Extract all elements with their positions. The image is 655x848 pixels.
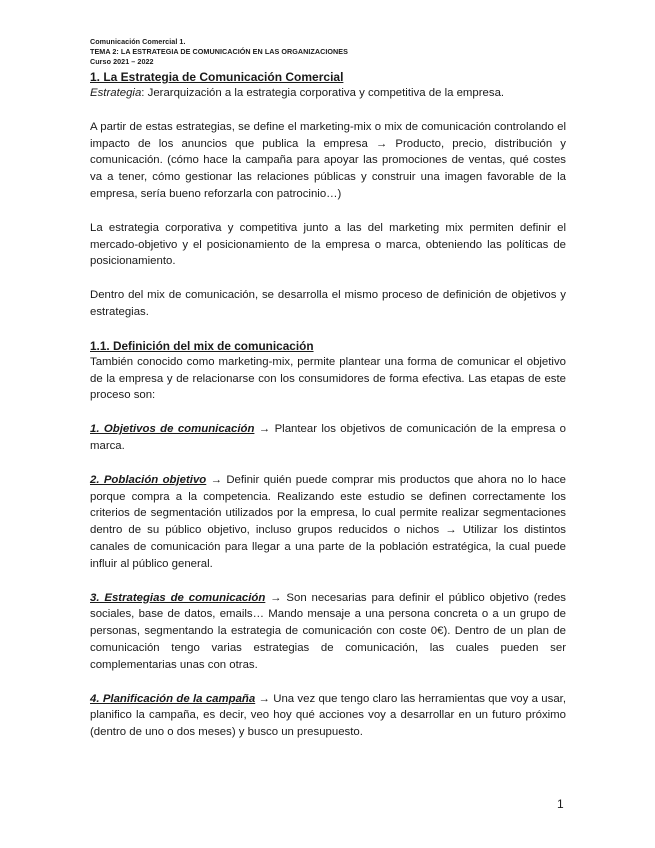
item-text: → Una vez que tengo claro las herramientas que voy a usar, planifico la campaña, es decir, veo hoy qué acciones voy a desarrollar en un futuro próximo (dentro de uno o dos meses) y busco un presupuesto. xyxy=(90,692,566,739)
page-number: 1 xyxy=(557,797,564,811)
list-item xyxy=(90,421,566,455)
running-header xyxy=(90,37,566,67)
paragraph-corporate-strategy: La estrategia corporativa y competitiva junto a las del marketing mix permiten definir el mercado-objetivo y el posicionamiento de la empresa o marca, obteniendo las políticas de posicionamiento. xyxy=(90,221,566,268)
definition-term: Estrategia xyxy=(90,87,142,99)
item-heading: 4. Planificación de la campaña xyxy=(90,692,256,705)
subsection-intro: También conocido como marketing-mix, permite plantear una forma de comunicar el objetivo de la empresa y de relacionarse con los consumidores de forma efectiva. Las etapas de este proceso son: xyxy=(90,355,566,402)
header-course: Comunicación Comercial 1. xyxy=(90,37,186,46)
list-item xyxy=(90,590,566,674)
paragraph-mix-process: Dentro del mix de comunicación, se desarrolla el mismo proceso de definición de objetivos y estrategias. xyxy=(90,289,566,318)
item-heading: 1. Objetivos de comunicación xyxy=(90,423,255,436)
header-topic: TEMA 2: LA ESTRATEGIA DE COMUNICACIÓN EN LAS ORGANIZACIONES xyxy=(90,47,348,56)
item-text: → Definir quién puede comprar mis productos que ahora no lo hace porque compra a la competencia. Realizando este estudio se definen correctamente los criterios de segmentación utilizados por la empresa, lo cual permite realizar segmentaciones dentro de su público objetivo, incluso grupos reducidos o nichos → Utilizar los distintos canales de comunicación para llegar a una parte de la población estratégica, la cual puede influir al público general. xyxy=(90,473,566,570)
document-page xyxy=(90,37,566,741)
definition-paragraph xyxy=(90,85,566,102)
paragraph-marketing-mix: A partir de estas estrategias, se define el marketing-mix o mix de comunicación controlando el impacto de los anuncios que publica la empresa → Producto, precio, distribución y comunicación. (cómo hace la campaña para apoyar las promociones de ventas, qué costes va a tener, cómo gestionar las relaciones públicas y construir una imagen favorable de la empresa, sería bueno reforzarla con patrocinio…) xyxy=(90,120,566,200)
subsection-title: 1.1. Definición del mix de comunicación xyxy=(90,338,314,353)
item-heading: 2. Población objetivo xyxy=(90,473,207,486)
definition-text: : Jerarquización a la estrategia corporativa y competitiva de la empresa. xyxy=(141,87,505,99)
item-heading: 3. Estrategias de comunicación xyxy=(90,591,266,604)
item-text: → Son necesarias para definir el público objetivo (redes sociales, base de datos, emails… Mando mensaje a una persona concreta o a un grupo de personas, segmentando la estrategia de comunicación con coste 0€). Dentro de un plan de comunicación tengo varias estrategias de comunicación, las cuales pueden ser complementarias unas con otras. xyxy=(90,591,566,671)
header-year: Curso 2021 – 2022 xyxy=(90,57,154,66)
section-title: 1. La Estrategia de Comunicación Comercial xyxy=(90,70,344,84)
list-item xyxy=(90,472,566,573)
list-item xyxy=(90,691,566,741)
item-text: → Plantear los objetivos de comunicación de la empresa o marca. xyxy=(90,423,567,452)
